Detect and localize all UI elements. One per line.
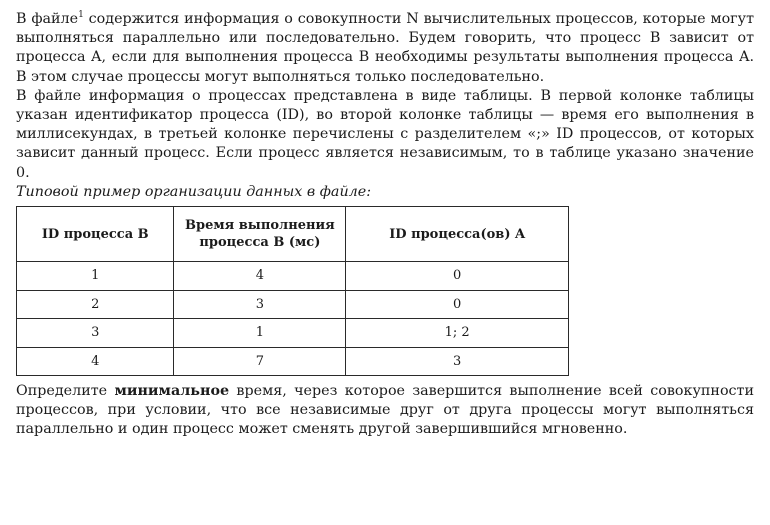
table-row [17, 319, 569, 348]
cell-id-a: 1; 2 [346, 319, 569, 348]
header-time: Время выполнения процесса B (мс) [174, 207, 346, 262]
cell-time: 1 [174, 319, 346, 348]
table-caption: Типовой пример организации данных в файле: [16, 183, 372, 200]
cell-time: 4 [174, 262, 346, 291]
table-row [17, 347, 569, 376]
header-id-b: ID процесса B [17, 207, 174, 262]
task-page [16, 10, 754, 440]
cell-id-a: 3 [346, 347, 569, 376]
cell-time: 3 [174, 290, 346, 319]
question-emphasis: минимальное [114, 383, 230, 400]
process-table [16, 206, 569, 376]
cell-id-a: 0 [346, 262, 569, 291]
intro-p1-start: В файле [16, 11, 79, 27]
cell-id-b: 4 [17, 347, 174, 376]
intro-paragraph-2: В файле информация о процессах представлена в виде таблицы. В первой колонке таблицы указан идентификатор процесса (ID), во второй колонке таблицы — время его выполнения в миллисекундах, в третьей колонке перечислены с разделителем «;» ID процессов, от которых зависит данный процесс. Если процесс является независимым, то в таблице указано значение 0. [16, 87, 754, 181]
question-rest: время, через которое завершится выполнение всей совокупности процессов, при условии, что все независимые друг от друга процессы могут выполняться параллельно и один процесс может сменять другой завершившийся мгновенно. [16, 383, 754, 438]
question-start: Определите [16, 383, 115, 400]
cell-id-b: 3 [17, 319, 174, 348]
footnote-marker: 1 [78, 10, 84, 21]
intro-p1-rest: содержится информация о совокупности N вычислительных процессов, которые могут выполняться параллельно или последовательно. Будем говорить, что процесс B зависит от процесса A, если для выполнения процесса B необходимы результаты выполнения процесса A. В этом случае процессы могут выполняться только последовательно. [16, 11, 754, 85]
table-row [17, 290, 569, 319]
header-id-a: ID процесса(ов) A [346, 207, 569, 262]
cell-id-a: 0 [346, 290, 569, 319]
cell-time: 7 [174, 347, 346, 376]
table-row [17, 262, 569, 291]
intro-paragraph-1 [16, 10, 754, 87]
cell-id-b: 1 [17, 262, 174, 291]
question-paragraph [16, 382, 754, 440]
table-header-row [17, 207, 569, 262]
cell-id-b: 2 [17, 290, 174, 319]
